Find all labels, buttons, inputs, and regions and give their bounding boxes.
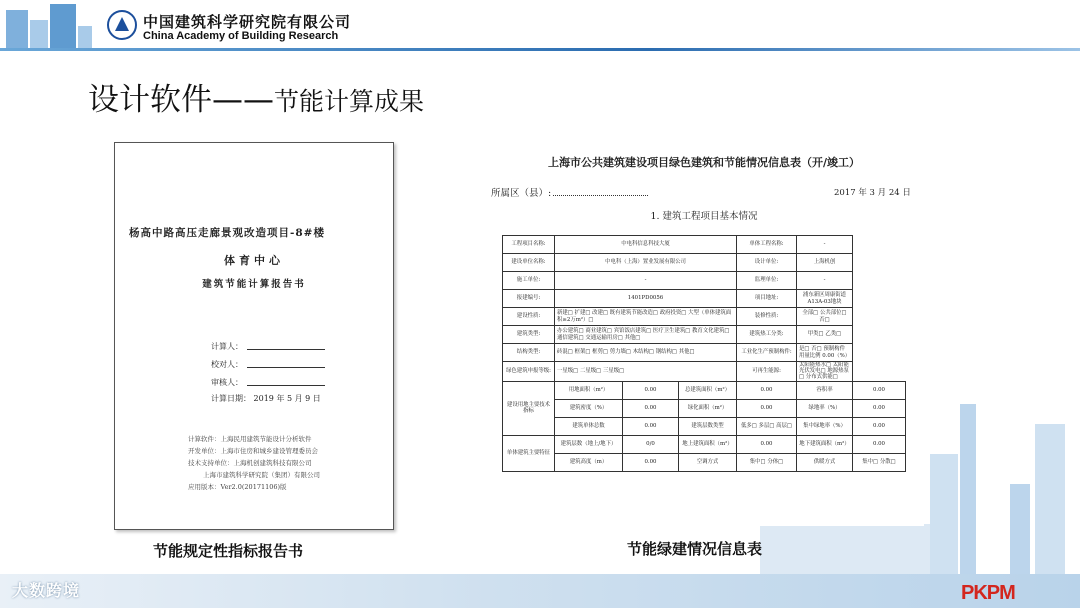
pkpm-logo: PKPM <box>961 582 1015 604</box>
table-cell: 0.00 <box>623 381 679 399</box>
table-cell: 施工单位: <box>503 272 555 290</box>
table-cell: 单体工程名称: <box>737 236 797 254</box>
right-doc-caption: 节能绿建情况信息表 <box>627 540 763 558</box>
table-cell: 建筑层数类型 <box>679 417 737 435</box>
table-row <box>503 453 906 471</box>
table-cell: 地上建筑面积（m²） <box>679 435 737 453</box>
slide-title-dash: —— <box>212 82 274 118</box>
skyline-deco <box>1035 424 1065 574</box>
table-cell: 是□ 否□ 预制构件用量比例 0.00（%） <box>797 344 853 362</box>
table-cell: 建筑热工分类: <box>737 326 797 344</box>
table-cell: 0.00 <box>737 435 797 453</box>
table-cell: - <box>797 272 853 290</box>
green-building-info-sheet <box>484 134 924 526</box>
table-cell: 上海机创 <box>797 254 853 272</box>
table-row <box>503 435 906 453</box>
table-cell: 地下建筑面积（m²） <box>797 435 853 453</box>
header-building-deco <box>30 20 48 50</box>
district-field: 所属区（县）: <box>491 185 648 199</box>
table-cell: 办公建筑□ 商业建筑□ 宾馆饭店建筑□ 医疗卫生建筑□ 教育文化建筑□ 通信建筑□ 交通运输用房□ 其他□ <box>555 326 737 344</box>
table-row <box>503 254 906 272</box>
company-logo-icon <box>107 10 137 40</box>
left-doc-caption: 节能规定性指标报告书 <box>153 542 304 560</box>
footer-bar <box>0 574 1080 608</box>
table-cell: 报建编号: <box>503 290 555 308</box>
table-cell: 新建□ 扩建□ 改建□ 既有建筑节能改造□ 政府投资□ 大型（单体建筑面积≥2万m²）□ <box>555 308 737 326</box>
table-cell: 全部□ 公共部位□ 否□ <box>797 308 853 326</box>
report-project-title: 杨高中路高压走廊景观改造项目-8#楼 <box>129 227 325 239</box>
table-cell: 0.00 <box>853 435 906 453</box>
table-cell: 甲类□ 乙类□ <box>797 326 853 344</box>
table-cell: 集中□ 分体□ <box>737 453 797 471</box>
table-row <box>503 290 906 308</box>
table-cell: 0.00 <box>853 399 906 417</box>
table-cell: 集中绿地率（%） <box>797 417 853 435</box>
signature-line: 审核人： <box>211 377 325 388</box>
table-row <box>503 344 906 362</box>
table-cell: 可再生能源: <box>737 362 797 382</box>
table-cell: 中电科（上海）置业发展有限公司 <box>555 254 737 272</box>
sheet-date: 2017 年 3 月 24 日 <box>834 188 911 198</box>
table-cell: 单体建筑主要特征 <box>503 435 555 471</box>
table-cell: 建筑类型: <box>503 326 555 344</box>
table-row <box>503 272 906 290</box>
table-cell: 绿化面积（m²） <box>679 399 737 417</box>
slide-title-sub: 节能计算成果 <box>274 87 425 116</box>
table-row <box>503 362 906 382</box>
table-cell: - <box>555 272 737 290</box>
table-row <box>503 308 906 326</box>
table-cell: 建筑单体总数 <box>555 417 623 435</box>
skyline-deco <box>1010 484 1030 574</box>
table-cell: 监理单位: <box>737 272 797 290</box>
skyline-deco <box>930 454 958 574</box>
calc-date: 计算日期： 2019 年 5 月 9 日 <box>211 394 321 403</box>
table-cell: 设计单位: <box>737 254 797 272</box>
watermark-text: 大数跨境 <box>12 581 81 600</box>
company-name-en: China Academy of Building Research <box>143 30 339 42</box>
report-footer-line: 开发单位：上海市住房和城乡建设管理委员会 <box>188 447 318 455</box>
table-cell: 总建筑面积（m²） <box>679 381 737 399</box>
company-name-cn: 中国建筑科学研究院有限公司 <box>143 13 352 31</box>
table-cell: 绿色建筑申报等级: <box>503 362 555 382</box>
table-cell: 建筑高度（m） <box>555 453 623 471</box>
table-cell: 中电科信息科技大厦 <box>555 236 737 254</box>
report-footer-line: 上海市建筑科学研究院（集团）有限公司 <box>203 471 320 479</box>
header-bar <box>0 0 1080 50</box>
table-cell: 0.00 <box>623 417 679 435</box>
slide-title <box>88 74 424 119</box>
report-footer-line: 应用版本：Ver2.0(20171106)版 <box>188 483 287 491</box>
table-row <box>503 326 906 344</box>
report-footer-line: 计算软件：上海民用建筑节能设计分析软件 <box>188 435 312 443</box>
signature-line: 校对人： <box>211 359 325 370</box>
section-heading: 1. 建筑工程项目基本情况 <box>650 211 758 222</box>
info-sheet-title: 上海市公共建筑建设项目绿色建筑和节能情况信息表（开/竣工） <box>547 156 860 169</box>
table-cell: 建设用地主要技术指标 <box>503 381 555 435</box>
report-footer-line: 技术支持单位：上海机创建筑科技有限公司 <box>188 459 312 467</box>
table-cell: 1401PD0056 <box>555 290 737 308</box>
slide-title-main: 设计软件 <box>88 82 212 118</box>
table-cell: 一星级□ 二星级□ 三星级□ <box>555 362 737 382</box>
table-cell: 0.00 <box>853 381 906 399</box>
table-cell: 建设单位名称: <box>503 254 555 272</box>
table-cell: 浦东新区周康街道A13A-03地块 <box>797 290 853 308</box>
table-cell: 结构类型: <box>503 344 555 362</box>
table-cell: 0.00 <box>853 417 906 435</box>
header-building-deco <box>6 10 28 50</box>
header-building-deco <box>50 4 76 50</box>
table-cell: 工程项目名称: <box>503 236 555 254</box>
table-cell: 0.00 <box>623 453 679 471</box>
table-cell: - <box>797 236 853 254</box>
table-cell: 装修性质: <box>737 308 797 326</box>
table-row <box>503 236 906 254</box>
table-cell: 工业化生产预制构件: <box>737 344 797 362</box>
skyline-deco <box>960 404 976 574</box>
table-cell: 砖混□ 框架□ 框剪□ 剪力墙□ 木结构□ 钢结构□ 其他□ <box>555 344 737 362</box>
table-cell: 集中□ 分散□ <box>853 453 906 471</box>
table-cell: 0/0 <box>623 435 679 453</box>
table-cell: 0.00 <box>737 399 797 417</box>
table-cell: 建筑密度（%） <box>555 399 623 417</box>
skyline-deco <box>760 524 930 574</box>
table-cell: 容积率 <box>797 381 853 399</box>
energy-report-cover <box>114 142 394 530</box>
table-cell: 建设性质: <box>503 308 555 326</box>
table-cell: 0.00 <box>737 381 797 399</box>
signature-line: 计算人： <box>211 341 325 352</box>
table-row <box>503 399 906 417</box>
report-building-name: 体育中心 <box>224 254 284 267</box>
table-cell: 绿地率（%） <box>797 399 853 417</box>
table-cell: 太阳能热水□ 太阳能光伏发电□ 地源热泵□ 分布式供能□ <box>797 362 853 382</box>
header-building-deco <box>78 26 92 50</box>
table-cell: 用地面积（m²） <box>555 381 623 399</box>
project-info-table <box>502 235 906 472</box>
report-doc-type: 建筑节能计算报告书 <box>202 279 306 290</box>
table-row <box>503 417 906 435</box>
table-cell: 项目地址: <box>737 290 797 308</box>
header-divider <box>0 48 1080 51</box>
table-row <box>503 381 906 399</box>
table-cell: 供暖方式 <box>797 453 853 471</box>
table-cell: 低多□ 多层□ 高层□ <box>737 417 797 435</box>
table-cell: 空调方式 <box>679 453 737 471</box>
table-cell: 建筑层数（地上/地下） <box>555 435 623 453</box>
table-cell: 0.00 <box>623 399 679 417</box>
